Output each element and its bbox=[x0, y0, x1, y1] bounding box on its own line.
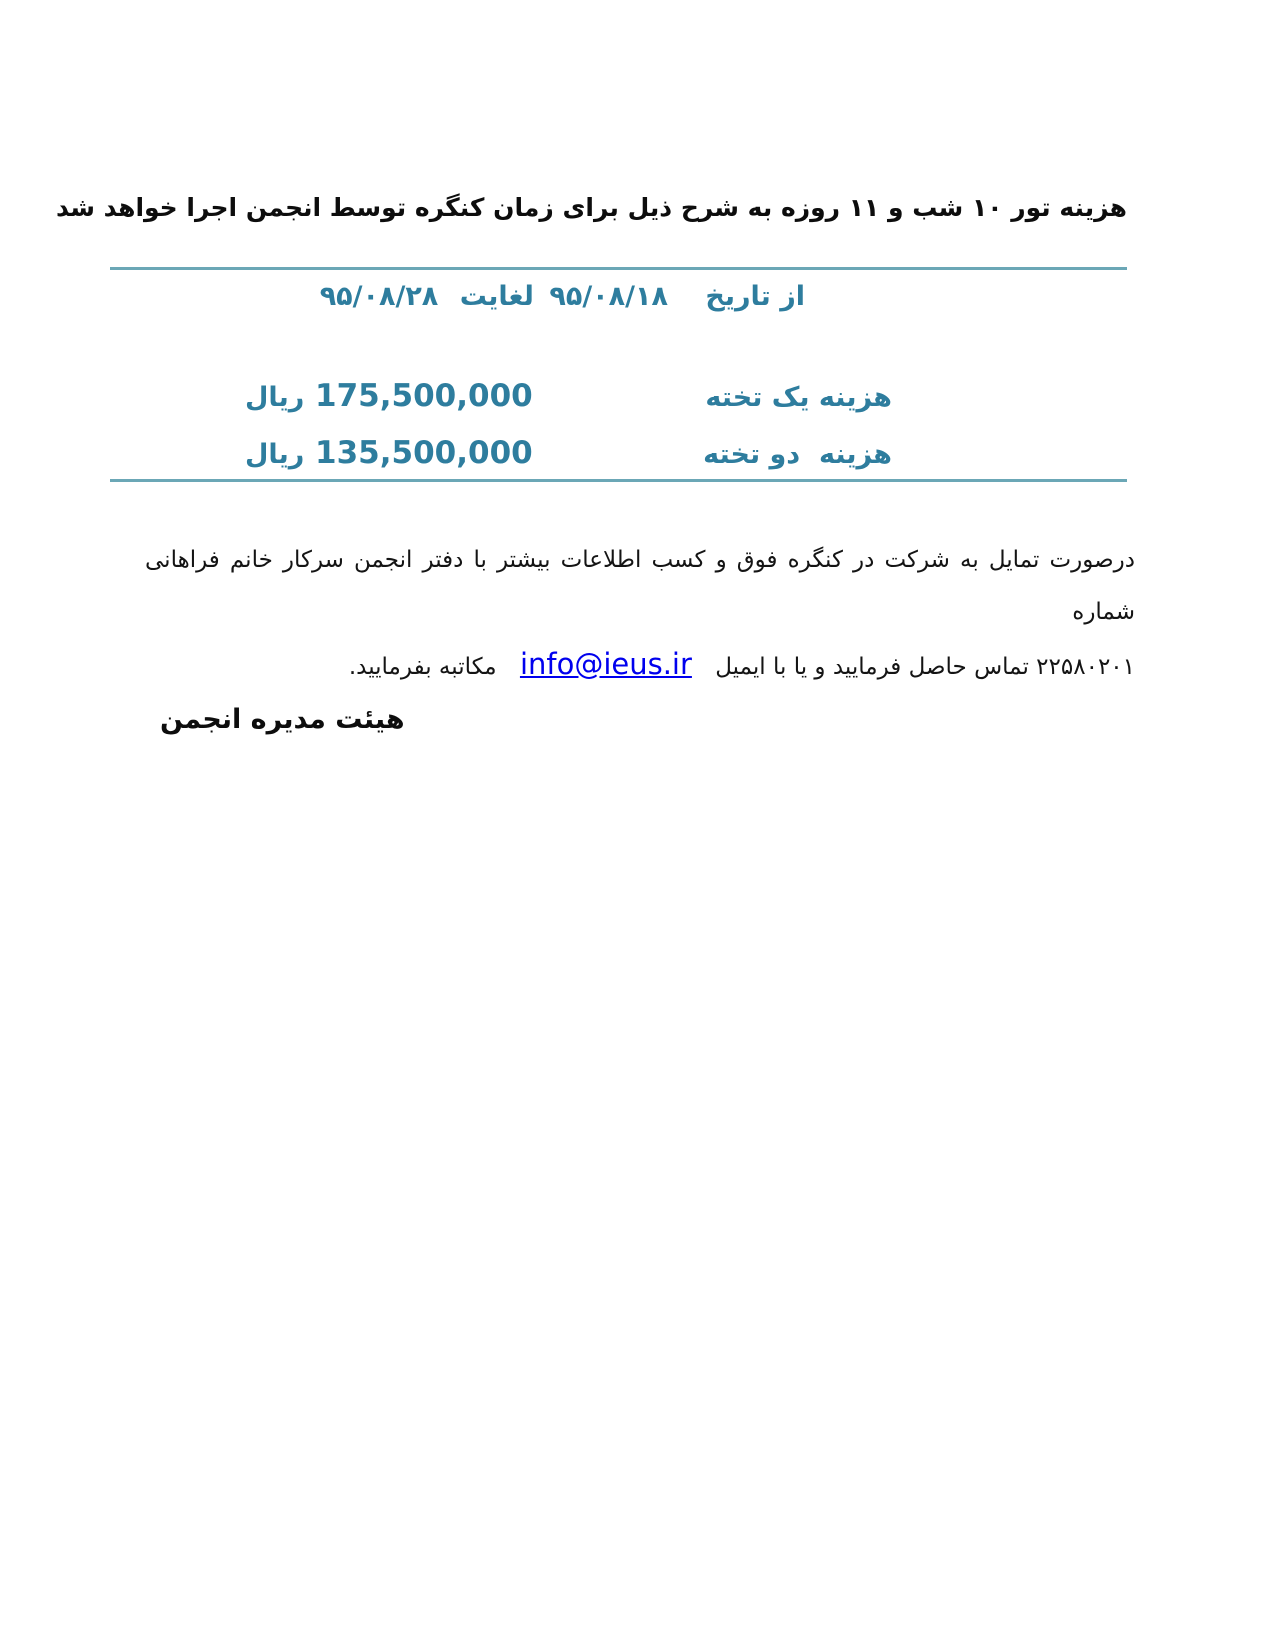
contact-paragraph bbox=[145, 534, 1135, 693]
contact-text-line2 bbox=[145, 638, 1135, 693]
contact-text-line1: درصورت تمایل به شرکت در کنگره فوق و کسب اطلاعات بیشتر با دفتر انجمن سرکار خانم فراهانی شماره bbox=[145, 547, 1135, 625]
email-link[interactable]: info@ieus.ir bbox=[519, 647, 692, 681]
date-separator-label: لغایت bbox=[459, 281, 534, 312]
price-value-single-bed bbox=[245, 378, 533, 414]
page-title: هزینه تور ۱۰ شب و ۱۱ روزه به شرح ذیل برای زمان کنگره توسط انجمن اجرا خواهد شد bbox=[55, 193, 1127, 222]
contact-text-after-phone: تماس حاصل فرمایید و یا با ایمیل bbox=[715, 654, 1029, 680]
price-label-double-bed: هزینه دو تخته bbox=[703, 439, 892, 470]
divider-line-bottom bbox=[110, 479, 1127, 482]
date-prefix-label: از تاریخ bbox=[705, 281, 805, 312]
price-row-single-bed bbox=[110, 378, 1127, 420]
price-label-single-bed: هزینه یک تخته bbox=[705, 382, 892, 413]
signature: هیئت مدیره انجمن bbox=[160, 704, 405, 735]
contact-text-after-email: مکاتبه بفرمایید. bbox=[348, 654, 497, 680]
price-amount: 135,500,000 bbox=[315, 435, 533, 471]
phone-number: ۲۲۵۸۰۲۰۱ bbox=[1036, 654, 1135, 680]
currency-label: ریال bbox=[245, 382, 305, 413]
price-row-double-bed bbox=[110, 435, 1127, 477]
divider-line-top bbox=[110, 267, 1127, 270]
date-range-line bbox=[110, 281, 1127, 312]
price-amount: 175,500,000 bbox=[315, 378, 533, 414]
price-value-double-bed bbox=[245, 435, 533, 471]
end-date: ۹۵/۰۸/۲۸ bbox=[319, 281, 439, 312]
start-date: ۹۵/۰۸/۱۸ bbox=[549, 281, 668, 312]
currency-label: ریال bbox=[245, 439, 305, 470]
